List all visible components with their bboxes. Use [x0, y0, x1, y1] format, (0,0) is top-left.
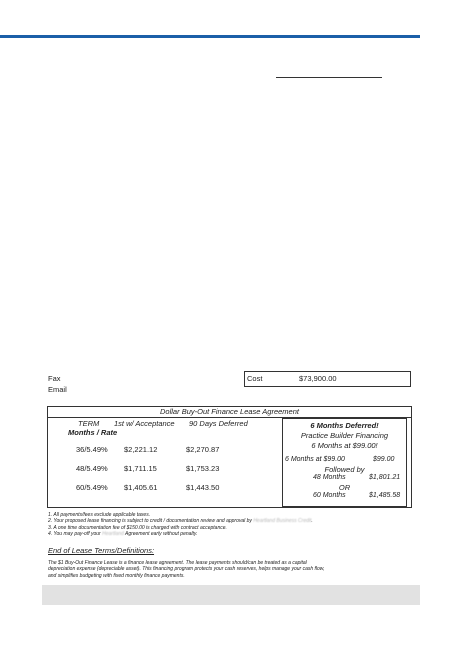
row-2-term: 48/5.49% — [76, 464, 108, 473]
deferred-line-4: Followed by — [324, 465, 365, 474]
row-2-first: $1,711.15 — [124, 464, 157, 473]
deferred-line-2: 6 Months at $99.00! — [311, 441, 378, 450]
document-footer-band — [42, 585, 420, 605]
footnote-4-end: Agreement early without penalty. — [123, 531, 198, 538]
deferred-line-3-right: $99.00 — [373, 456, 395, 463]
footnote-1: 1. All payments/fees exclude applicable taxes. — [48, 512, 151, 518]
cost-label: Cost — [247, 374, 263, 383]
row-3-term: 60/5.49% — [76, 483, 108, 492]
footnote-2-redacted: Heartland Business Credit — [253, 518, 312, 525]
deferred-line-5-right: $1,801.21 — [369, 474, 401, 481]
deferred-line-6: OR — [338, 483, 351, 492]
row-2-deferred: $1,753.23 — [186, 464, 220, 473]
header-term: TERM — [78, 419, 100, 428]
deferred-line-1: Practice Builder Financing — [300, 431, 389, 440]
footnote-4 — [48, 531, 413, 537]
footnote-4-redacted: Heartland — [102, 531, 124, 538]
deferred-line-7-left: 60 Months — [313, 492, 346, 499]
footnote-2-text: 2. Your proposed lease financing is subject to credit / documentation review and approval by — [48, 518, 254, 525]
end-of-lease-title: End of Lease Terms/Definitions: — [48, 546, 155, 555]
email-label: Email — [48, 385, 67, 394]
footnotes — [48, 512, 413, 538]
signature-line — [276, 77, 382, 78]
cost-value: $73,900.00 — [299, 374, 337, 383]
end-of-lease-line-1: The $1 Buy-Out Finance Lease is a finance lease agreement. The lease payments should/can be treated as a capital — [48, 560, 307, 566]
row-1-deferred: $2,270.87 — [186, 445, 220, 454]
footnote-2-end: . — [311, 518, 313, 525]
header-accent-bar — [0, 35, 420, 38]
deferred-line-3-left: 6 Months at $99.00 — [285, 456, 345, 463]
footnote-3: 3. A one time documentation fee of $150.00 is charged with contract acceptance. — [48, 524, 227, 531]
footnote-4-text: 4. You may pay-off your — [48, 531, 103, 538]
deferred-offer-box — [282, 418, 407, 507]
fax-label: Fax — [48, 374, 61, 383]
deferred-line-7-right: $1,485.58 — [369, 492, 401, 499]
deferred-line-5-left: 48 Months — [313, 474, 346, 481]
deferred-title: 6 Months Deferred! — [310, 421, 379, 430]
row-3-deferred: $1,443.50 — [186, 483, 220, 492]
header-deferred: 90 Days Deferred — [189, 419, 248, 428]
row-1-first: $2,221.12 — [124, 445, 158, 454]
end-of-lease-line-3: and simplifies budgeting with fixed monthly finance payments. — [48, 572, 185, 579]
header-first-payment: 1st w/ Acceptance — [114, 419, 175, 428]
lease-title: Dollar Buy-Out Finance Lease Agreement — [48, 407, 411, 418]
end-of-lease-line-2: depreciation expense (depreciable asset). This financing program protects your cash reserves, helps manage your cash flow, — [48, 566, 325, 573]
row-1-term: 36/5.49% — [76, 445, 108, 454]
row-3-first: $1,405.61 — [124, 483, 158, 492]
cost-field — [244, 371, 411, 387]
end-of-lease-text — [48, 560, 413, 579]
lease-table — [47, 406, 412, 508]
lease-document — [42, 360, 420, 605]
header-term-sub: Months / Rate — [68, 428, 118, 437]
